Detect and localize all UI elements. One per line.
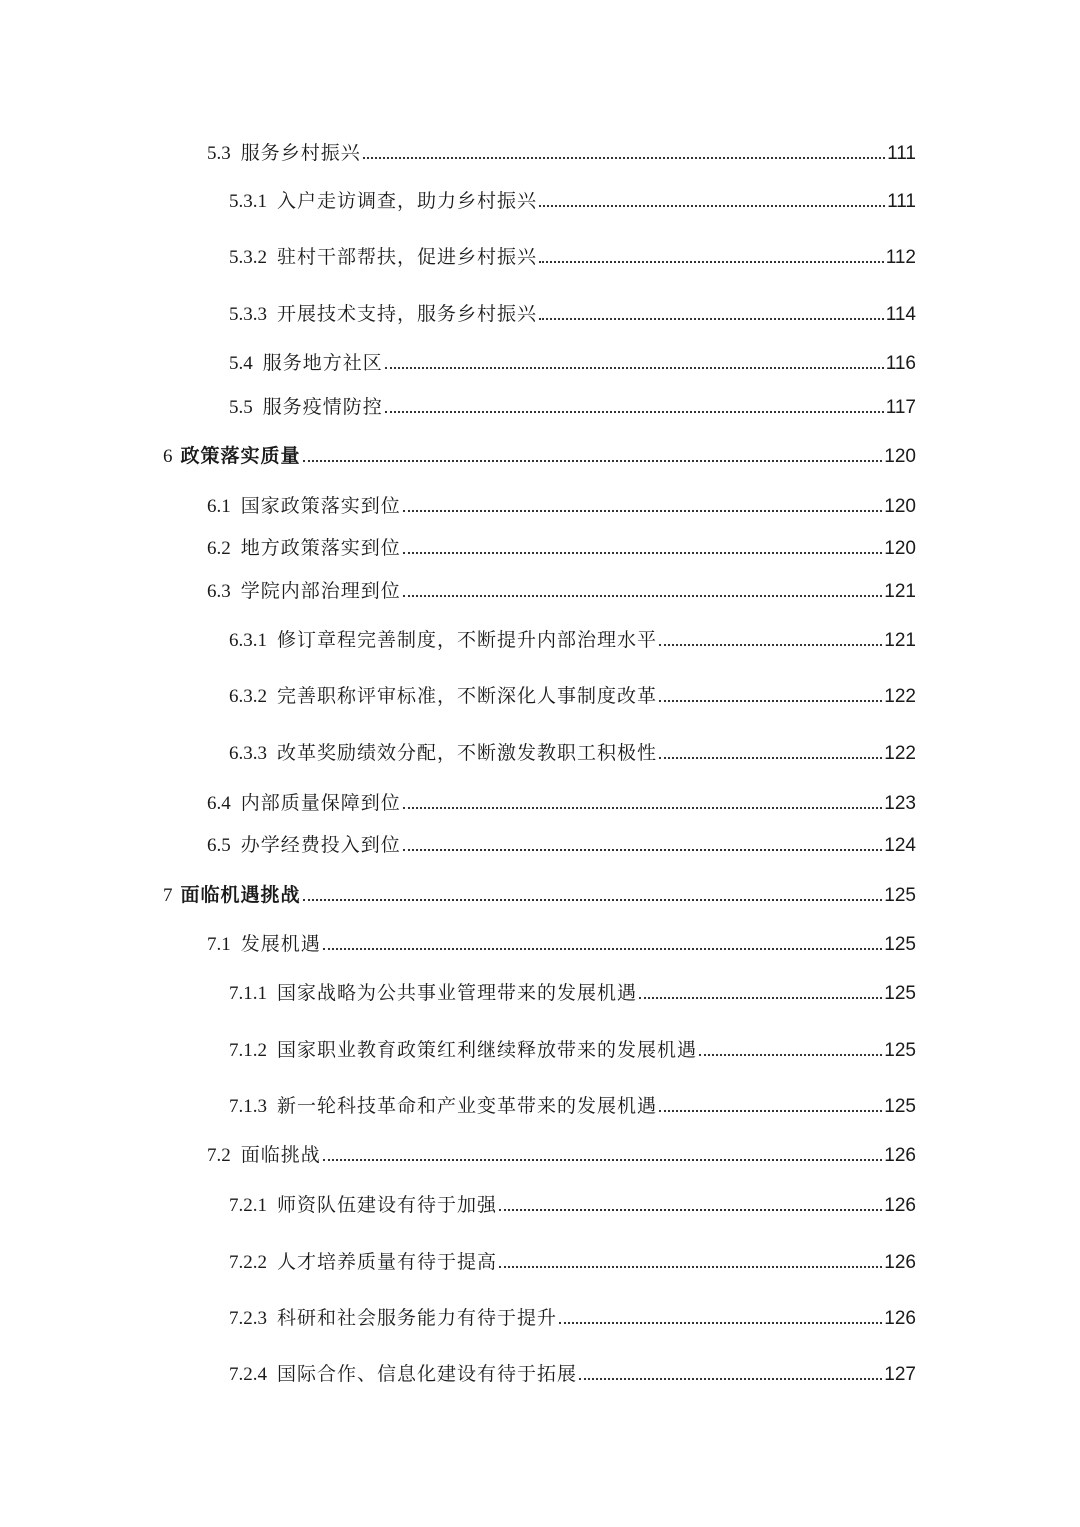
- toc-leader-dots: [699, 1054, 882, 1056]
- toc-number: 7.2: [207, 1145, 231, 1166]
- toc-number: 5.5: [229, 397, 253, 418]
- toc-page-number: 117: [885, 397, 916, 418]
- toc-page-number: 125: [884, 885, 916, 906]
- toc-leader-dots: [403, 849, 883, 851]
- toc-entry-6-3-1[interactable]: [229, 628, 916, 653]
- toc-number: 6.1: [207, 496, 231, 517]
- toc-title: 办学经费投入到位: [240, 834, 401, 856]
- toc-entry-5-5[interactable]: [229, 395, 916, 420]
- toc-title: 学院内部治理到位: [240, 580, 401, 602]
- toc-chapter-6[interactable]: [163, 444, 916, 469]
- toc-number: 7.1.1: [229, 983, 267, 1004]
- toc-leader-dots: [659, 644, 882, 646]
- toc-number: 6.3.1: [229, 630, 267, 651]
- toc-number: 7: [163, 885, 173, 906]
- toc-number: 7.2.3: [229, 1308, 267, 1329]
- toc-entry-6-3-3[interactable]: [229, 741, 916, 766]
- toc-leader-dots: [323, 1159, 883, 1161]
- toc-leader-dots: [659, 700, 882, 702]
- toc-page-number: 126: [884, 1145, 916, 1166]
- toc-title: 地方政策落实到位: [240, 537, 401, 559]
- toc-number: 7.2.2: [229, 1252, 267, 1273]
- toc-number: 5.3.2: [229, 247, 267, 268]
- toc-title: 修订章程完善制度，不断提升内部治理水平: [277, 629, 658, 651]
- toc-entry-7-1-3[interactable]: [229, 1094, 916, 1119]
- toc-page-number: 122: [884, 686, 916, 707]
- toc-number: 7.1: [207, 934, 231, 955]
- toc-page-number: 125: [884, 934, 916, 955]
- toc-leader-dots: [403, 807, 883, 809]
- toc-entry-6-2[interactable]: [207, 536, 916, 561]
- toc-entry-5-4[interactable]: [229, 351, 916, 376]
- toc-page-number: 127: [884, 1364, 916, 1385]
- toc-number: 5.3: [207, 143, 231, 164]
- toc-page-number: 114: [885, 304, 916, 325]
- toc-leader-dots: [639, 997, 882, 999]
- toc-title: 面临机遇挑战: [180, 884, 301, 906]
- toc-entry-7-2-4[interactable]: [229, 1362, 916, 1387]
- toc-number: 5.4: [229, 353, 253, 374]
- toc-title: 师资队伍建设有待于加强: [277, 1194, 498, 1216]
- toc-entry-7-2-2[interactable]: [229, 1250, 916, 1275]
- toc-page-number: 120: [884, 446, 916, 467]
- toc-leader-dots: [385, 367, 884, 369]
- toc-number: 6.2: [207, 538, 231, 559]
- toc-leader-dots: [403, 595, 883, 597]
- toc-page-number: 111: [887, 143, 916, 164]
- toc-title: 驻村干部帮扶，促进乡村振兴: [277, 246, 538, 268]
- toc-leader-dots: [363, 157, 885, 159]
- toc-title: 面临挑战: [240, 1144, 321, 1166]
- toc-chapter-7[interactable]: [163, 883, 916, 908]
- toc-entry-6-5[interactable]: [207, 833, 916, 858]
- toc-number: 6.3.2: [229, 686, 267, 707]
- toc-entry-5-3-2[interactable]: [229, 245, 916, 270]
- toc-entry-5-3-3[interactable]: [229, 302, 916, 327]
- toc-title: 国家职业教育政策红利继续释放带来的发展机遇: [277, 1039, 698, 1061]
- toc-title: 新一轮科技革命和产业变革带来的发展机遇: [277, 1095, 658, 1117]
- toc-page-number: 123: [884, 793, 916, 814]
- toc-page-number: 125: [884, 983, 916, 1004]
- toc-leader-dots: [499, 1266, 882, 1268]
- toc-page-number: 121: [884, 581, 916, 602]
- toc-title: 政策落实质量: [180, 445, 301, 467]
- toc-entry-6-1[interactable]: [207, 494, 916, 519]
- toc-title: 服务疫情防控: [262, 396, 383, 418]
- toc-title: 入户走访调查，助力乡村振兴: [277, 190, 538, 212]
- toc-number: 6.4: [207, 793, 231, 814]
- toc-number: 6.5: [207, 835, 231, 856]
- toc-leader-dots: [403, 552, 883, 554]
- toc-page-number: 125: [884, 1096, 916, 1117]
- toc-title: 改革奖励绩效分配，不断激发教职工积极性: [277, 742, 658, 764]
- toc-leader-dots: [579, 1378, 882, 1380]
- toc-leader-dots: [303, 899, 883, 901]
- toc-title: 科研和社会服务能力有待于提升: [277, 1307, 558, 1329]
- toc-title: 完善职称评审标准，不断深化人事制度改革: [277, 685, 658, 707]
- toc-leader-dots: [659, 757, 882, 759]
- toc-leader-dots: [539, 261, 884, 263]
- toc-leader-dots: [303, 460, 883, 462]
- toc-title: 内部质量保障到位: [240, 792, 401, 814]
- toc-title: 国家战略为公共事业管理带来的发展机遇: [277, 982, 638, 1004]
- toc-entry-6-4[interactable]: [207, 791, 916, 816]
- toc-page-number: 111: [887, 191, 916, 212]
- toc-leader-dots: [323, 948, 883, 950]
- toc-page-number: 122: [884, 743, 916, 764]
- toc-page-number: 126: [884, 1252, 916, 1273]
- toc-page-number: 126: [884, 1195, 916, 1216]
- toc-page-number: 120: [884, 496, 916, 517]
- toc-leader-dots: [403, 510, 883, 512]
- toc-number: 7.2.1: [229, 1195, 267, 1216]
- toc-leader-dots: [539, 205, 885, 207]
- toc-title: 发展机遇: [240, 933, 321, 955]
- toc-entry-7-2-3[interactable]: [229, 1306, 916, 1331]
- toc-title: 国家政策落实到位: [240, 495, 401, 517]
- toc-entry-6-3[interactable]: [207, 579, 916, 604]
- toc-leader-dots: [499, 1209, 882, 1211]
- toc-title: 服务地方社区: [262, 352, 383, 374]
- toc-title: 人才培养质量有待于提高: [277, 1251, 498, 1273]
- toc-page-number: 124: [884, 835, 916, 856]
- toc-entry-7-1-1[interactable]: [229, 981, 916, 1006]
- toc-entry-5-3[interactable]: [207, 141, 916, 166]
- toc-leader-dots: [385, 411, 884, 413]
- toc-title: 国际合作、信息化建设有待于拓展: [277, 1363, 578, 1385]
- toc-entry-7-1[interactable]: [207, 932, 916, 957]
- toc-number: 7.2.4: [229, 1364, 267, 1385]
- toc-entry-5-3-1[interactable]: [229, 189, 916, 214]
- toc-page-number: 125: [884, 1040, 916, 1061]
- toc-entry-6-3-2[interactable]: [229, 684, 916, 709]
- toc-number: 7.1.2: [229, 1040, 267, 1061]
- toc-page-number: 121: [884, 630, 916, 651]
- toc-page-number: 116: [885, 353, 916, 374]
- toc-number: 6: [163, 446, 173, 467]
- toc-title: 开展技术支持，服务乡村振兴: [277, 303, 538, 325]
- toc-number: 5.3.1: [229, 191, 267, 212]
- toc-title: 服务乡村振兴: [240, 142, 361, 164]
- toc-entry-7-1-2[interactable]: [229, 1038, 916, 1063]
- toc-leader-dots: [659, 1110, 882, 1112]
- toc-page-number: 126: [884, 1308, 916, 1329]
- toc-page-number: 120: [884, 538, 916, 559]
- toc-entry-7-2[interactable]: [207, 1143, 916, 1168]
- toc-leader-dots: [559, 1322, 882, 1324]
- toc-page-number: 112: [885, 247, 916, 268]
- toc-number: 5.3.3: [229, 304, 267, 325]
- toc-entry-7-2-1[interactable]: [229, 1193, 916, 1218]
- toc-number: 7.1.3: [229, 1096, 267, 1117]
- toc-number: 6.3: [207, 581, 231, 602]
- toc-leader-dots: [539, 318, 884, 320]
- toc-number: 6.3.3: [229, 743, 267, 764]
